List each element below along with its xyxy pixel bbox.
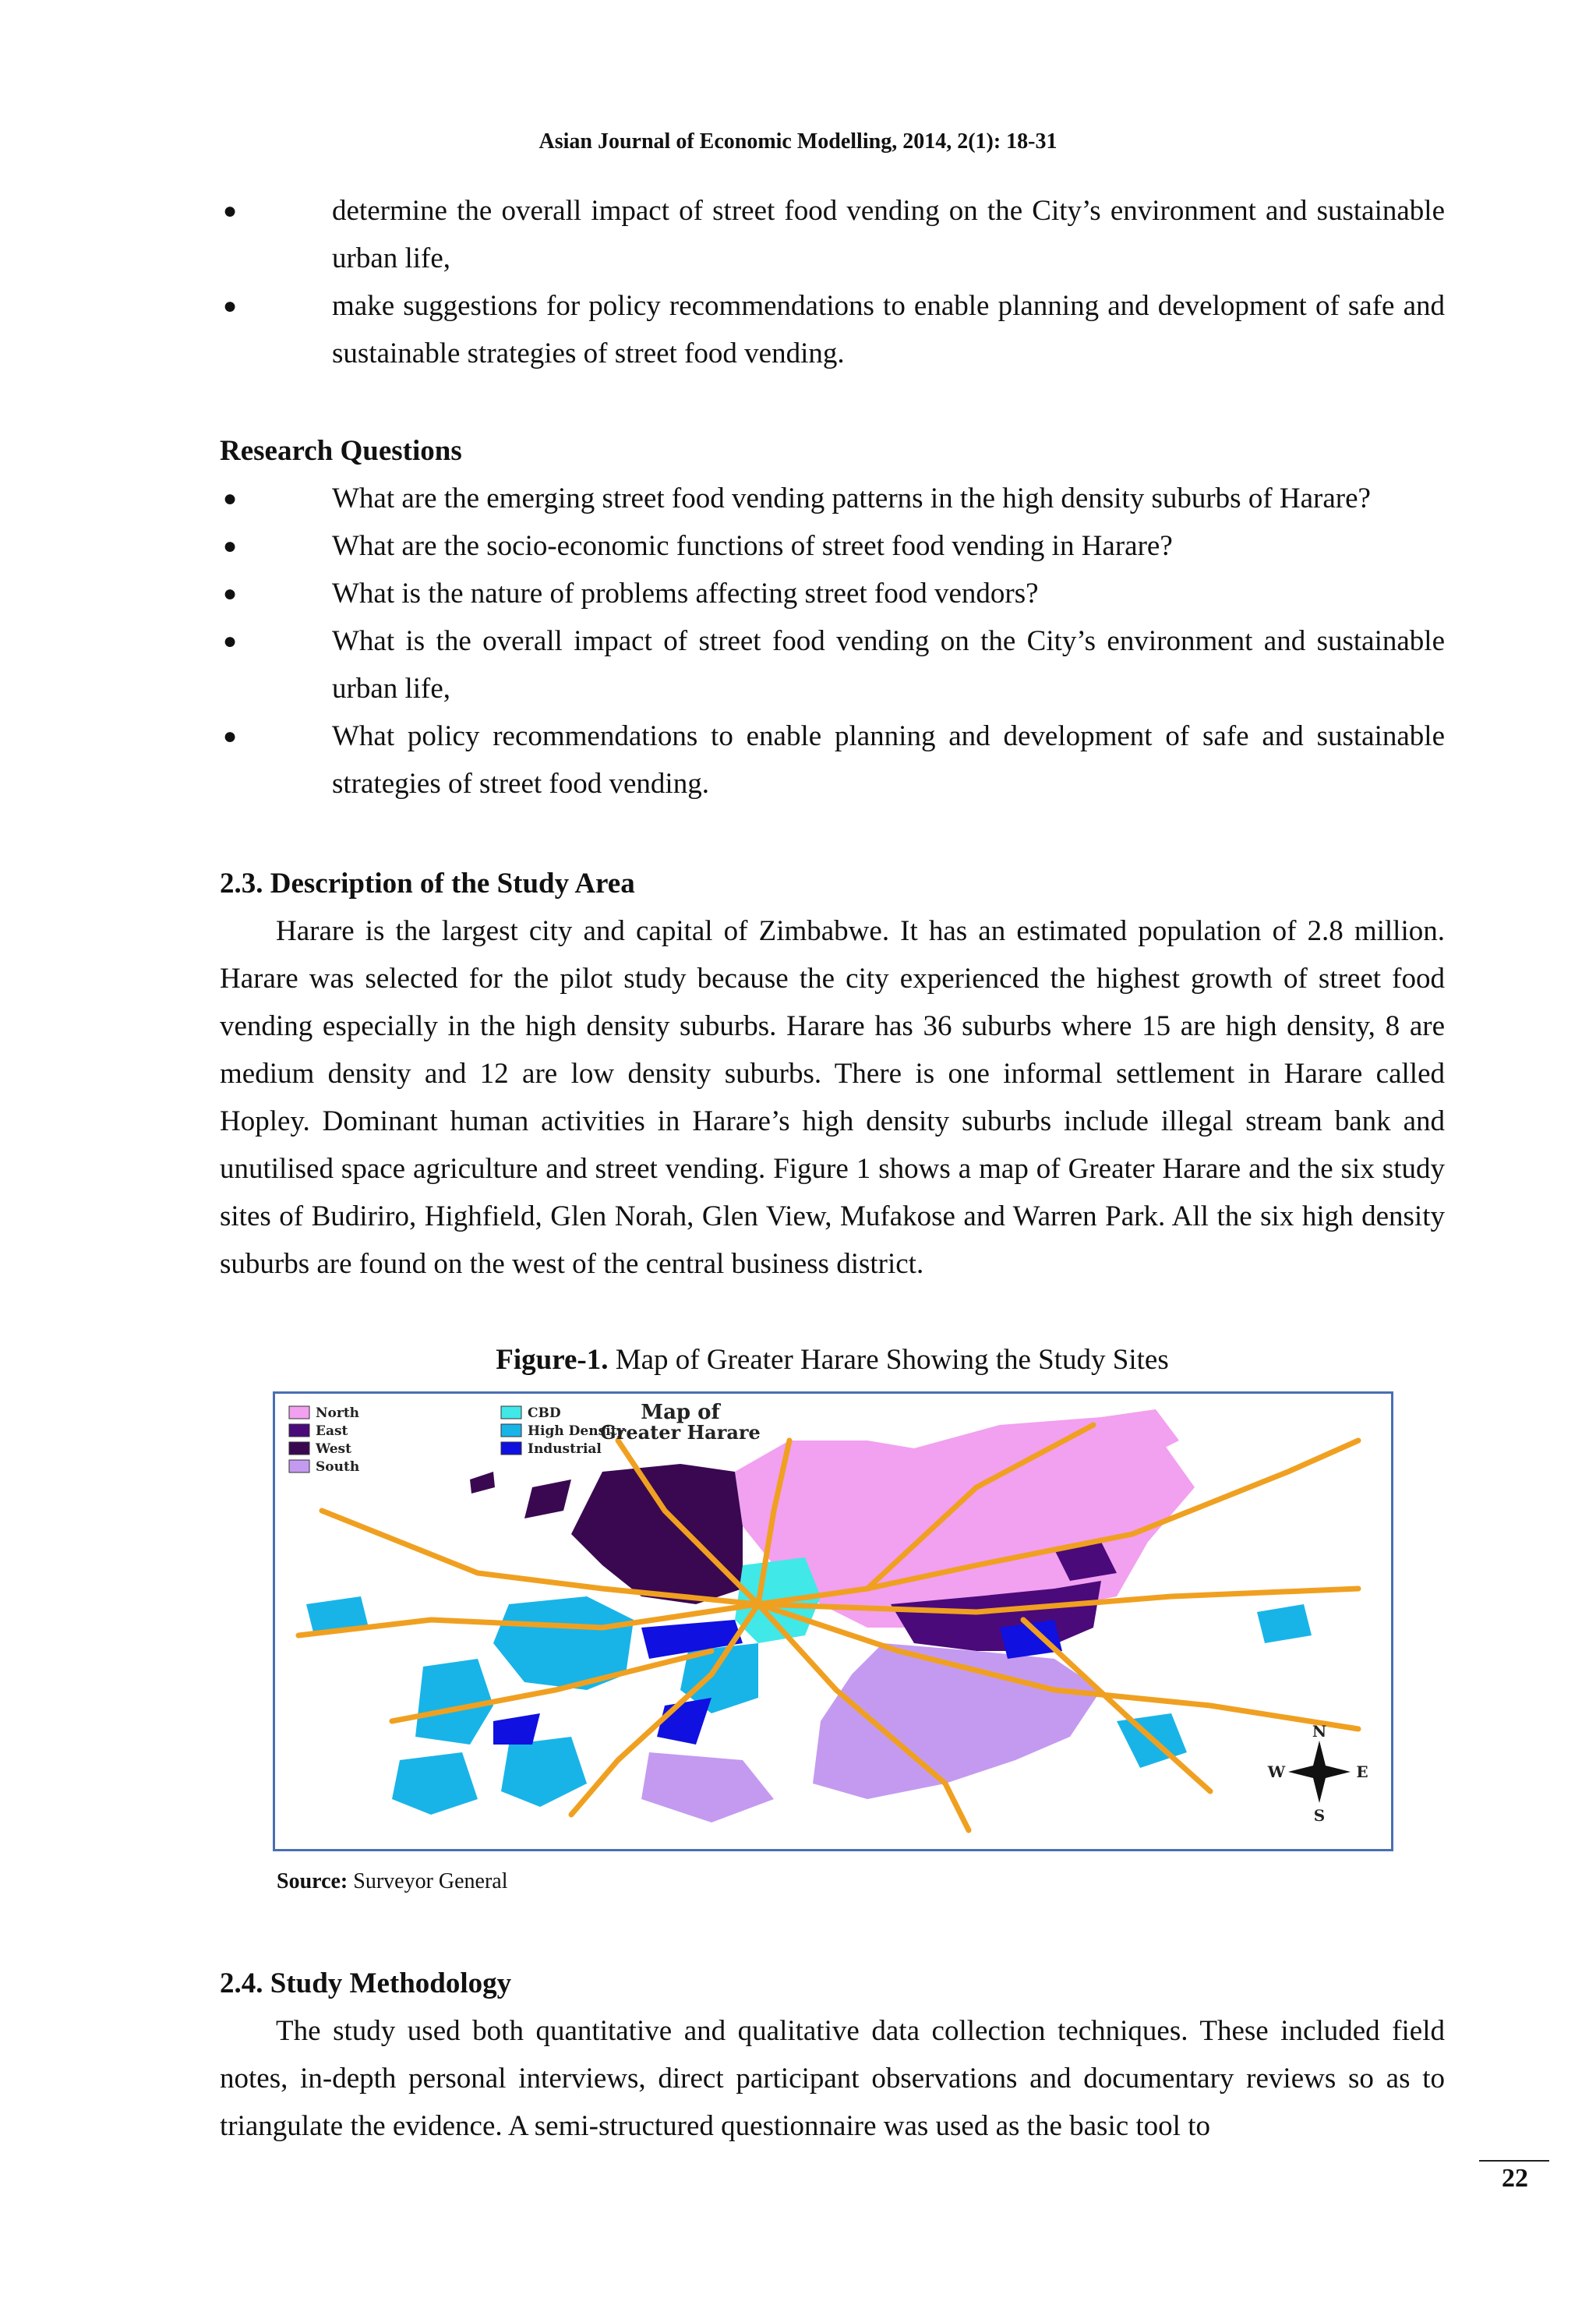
south-region-west [641,1752,774,1822]
list-item: ● What policy recommendations to enable planning and development of safe and sustainable strategies of street food vending. [220,712,1445,808]
compass-s: S [1313,1806,1326,1825]
compass-w: W [1267,1762,1286,1781]
running-head: Asian Journal of Economic Modelling, 2014, 2(1): 18-31 [538,129,1058,154]
compass-e: E [1356,1762,1368,1781]
bullet-icon: ● [223,581,238,606]
bullet-icon: ● [223,533,238,559]
research-questions-block [220,427,1445,808]
list-item: ● make suggestions for policy recommendations to enable planning and development of safe and sustainable strategies of street food vending. [220,282,1445,377]
industrial-region [493,1713,540,1745]
body-paragraph: The study used both quantitative and qualitative data collection techniques. These included field notes, in-depth personal interviews, direct participant observations and documentary reviews so as to triangulate the evidence. A semi-structured questionnaire was used as the basic tool to [220,2015,1445,2142]
legend-swatch-cbd [501,1406,521,1419]
compass-n: N [1312,1722,1327,1741]
figure-label: Figure-1. [496,1344,609,1376]
page-number-rule [1479,2160,1549,2162]
section-heading: Research Questions [220,435,462,467]
objectives-block [220,187,1445,377]
industrial-region [657,1698,711,1745]
legend-swatch-industrial [501,1442,521,1455]
high-density-region [392,1752,478,1815]
legend-swatch-south [289,1460,309,1472]
section-heading: 2.3. Description of the Study Area [220,868,635,900]
legend-label-east: East [316,1423,348,1439]
legend-label-south: South [316,1459,360,1475]
objectives-list [220,187,1445,377]
map-legend [289,1405,625,1475]
figure-caption-text: Map of Greater Harare Showing the Study Sites [615,1344,1169,1376]
legend-swatch-west [289,1442,309,1455]
source-text: Surveyor General [353,1869,508,1893]
compass-rose-icon [1267,1722,1368,1825]
legend-swatch-north [289,1406,309,1419]
west-region [571,1464,743,1604]
west-region-small [470,1472,495,1494]
legend-swatch-high-density [501,1424,521,1437]
list-item: ● What are the socio-economic functions of street food vending in Harare? [220,522,1445,570]
list-item: ● determine the overall impact of street food vending on the City’s environment and sustainable urban life, [220,187,1445,282]
map-title-line1: Map of [641,1401,720,1424]
study-area-section [220,860,1445,1288]
research-questions-list [220,475,1445,808]
list-item: ● What are the emerging street food vending patterns in the high density suburbs of Harare? [220,475,1445,522]
legend-swatch-east [289,1424,309,1437]
legend-label-high-density: High Density [528,1423,625,1439]
bullet-icon: ● [223,628,238,654]
list-item: ● What is the overall impact of street food vending on the City’s environment and sustainable urban life, [220,617,1445,712]
legend-label-north: North [316,1405,360,1421]
bullet-icon: ● [223,723,238,749]
section-heading: 2.4. Study Methodology [220,1967,512,1999]
legend-label-industrial: Industrial [528,1441,602,1457]
methodology-section [220,1960,1445,2150]
bullet-icon: ● [223,486,238,511]
high-density-region [1257,1604,1312,1643]
greater-harare-map [273,1391,1393,1851]
list-item: ● What is the nature of problems affecting street food vendors? [220,570,1445,617]
body-paragraph: Harare is the largest city and capital of Zimbabwe. It has an estimated population of 2.8 million. Harare was selected for the pilot study because the city experienced the highest growth of street food vending especially in the high density suburbs. Harare has 36 suburbs where 15 are high density, 8 are medium density and 12 are low density suburbs. There is one informal settlement in Harare called Hopley. Dominant human activities in Harare’s high density suburbs include illegal stream bank and unutilised space agriculture and street vending. Figure 1 shows a map of Greater Harare and the six study sites of Budiriro, Highfield, Glen Norah, Glen View, Mufakose and Warren Park. All the six high density suburbs are found on the west of the central business district. [220,915,1445,1280]
legend-label-cbd: CBD [528,1405,561,1421]
map-graphic [275,1394,1391,1849]
source-label: Source: [277,1869,348,1893]
map-title-line2: Greater Harare [600,1421,761,1444]
legend-label-west: West [316,1441,351,1457]
bullet-icon: ● [223,293,238,319]
page-number: 22 [1502,2164,1528,2193]
west-region-small [524,1479,571,1518]
bullet-icon: ● [223,198,238,224]
figure-caption [220,1336,1445,1384]
figure-source [277,1869,508,1894]
high-density-region [501,1737,587,1807]
